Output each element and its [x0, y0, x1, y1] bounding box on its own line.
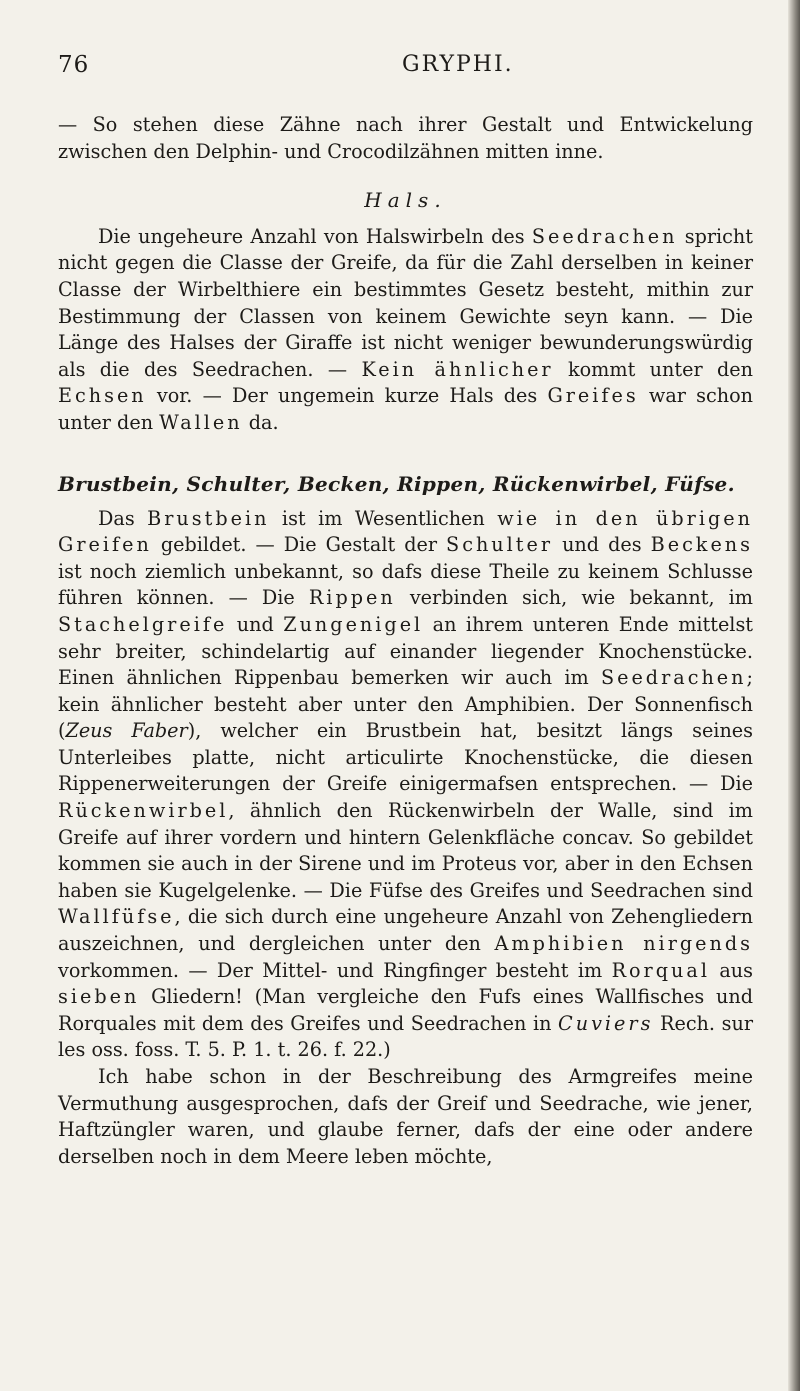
page-number: 76 [58, 52, 90, 78]
intro-paragraph: — So stehen diese Zähne nach ihrer Gestalt und Entwickelung zwischen den Delphin- und Crocodilzähnen mitten inne. [58, 113, 753, 163]
section-heading-brustbein: Brustbein, Schulter, Becken, Rippen, Rückenwirbel, Füfse. [58, 471, 735, 496]
section-heading-hals: Hals. [364, 188, 447, 213]
body-text [58, 112, 753, 1170]
armgreif-paragraph: Ich habe schon in der Beschreibung des Armgreifes meine Vermuthung ausgesprochen, dafs der Greif und Seedrache, wie jener, Haftzüngler waren, und glaube ferner, dafs der eine oder andere derselben noch in dem Meere leben möchte, [58, 1065, 753, 1168]
page-edge [788, 0, 800, 1391]
running-title: GRYPHI. [402, 52, 514, 77]
running-head [58, 52, 742, 86]
brustbein-paragraph: Das Brustbein ist im Wesentlichen wie in den übrigen Greifen gebildet. — Die Gestalt der Schulter und des Beckens ist noch ziemlich unbekannt, so dafs diese Theile zu keinem Schlusse führen können. — Die Rippen verbinden sich, wie bekannt, im Stachelgreife und Zungenigel an ihrem unteren Ende mittelst sehr breiter, schindelartig auf einander liegender Knochenstücke. Einen ähnlichen Rippenbau bemerken wir auch im Seedrachen; kein ähnlicher besteht aber unter den Amphibien. Der Sonnenfisch (Zeus Faber), welcher ein Brustbein hat, besitzt längs seines Unterleibes platte, nicht articulirte Knochenstücke, die diesen Rippenerweiterungen der Greife einigermafsen entsprechen. — Die Rückenwirbel, ähnlich den Rückenwirbeln der Walle, sind im Greife auf ihrer vordern und hintern Gelenkfläche concav. So gebildet kommen sie auch in der Sirene und im Proteus vor, aber in den Echsen haben sie Kugelgelenke. — Die Füfse des Greifes und Seedrachen sind Wallfüfse, die sich durch eine ungeheure Anzahl von Zehengliedern auszeichnen, und dergleichen unter den Amphibien nirgends vorkommen. — Der Mittel- und Ringfinger besteht im Rorqual aus sieben Gliedern! (Man vergleiche den Fufs eines Wallfisches und Rorquales mit dem des Greifes und Seedrachen in Cuviers Rech. sur les oss. foss. T. 5. P. 1. t. 26. f. 22.) [58, 506, 754, 1062]
hals-paragraph: Die ungeheure Anzahl von Halswirbeln des Seedrachen spricht nicht gegen die Classe der Greife, da für die Zahl derselben in keiner Classe der Wirbelthiere ein bestimmtes Gesetz besteht, mithin zur Bestimmung der Classen von keinem Gewichte seyn kann. — Die Länge des Halses der Giraffe ist nicht weniger bewunderungswürdig als die des Seedrachen. — Kein ähnlicher kommt unter den Echsen vor. — Der ungemein kurze Hals des Greifes war schon unter den Wallen da. [58, 224, 754, 434]
